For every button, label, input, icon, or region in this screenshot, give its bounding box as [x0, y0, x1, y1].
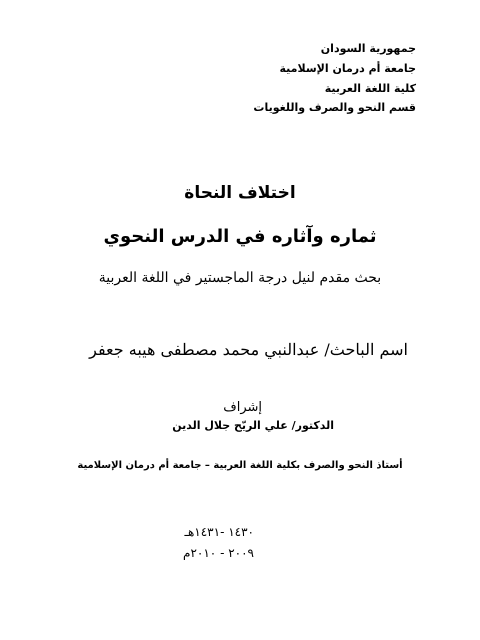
- institution-department: قسم النحو والصرف واللغويات: [253, 101, 416, 114]
- degree-statement: بحث مقدم لنيل درجة الماجستير في اللغة العربية: [98, 270, 382, 286]
- institution-country: جمهورية السودان: [320, 42, 416, 55]
- supervision-label: إشراف: [223, 400, 262, 415]
- thesis-title: اختلاف النحاة: [184, 183, 296, 203]
- institution-university: جامعة أم درمان الإسلامية: [279, 62, 416, 75]
- researcher-name: اسم الباحث/ عبدالنبي محمد مصطفى هيبه جعفر: [89, 340, 408, 359]
- institution-college: كلية اللغة العربية: [324, 82, 416, 95]
- thesis-subtitle: ثماره وآثاره في الدرس النحوي: [103, 226, 377, 247]
- supervisor-position: أستاذ النحو والصرف بكلية اللغة العربية – جامعة أم درمان الإسلامية: [77, 460, 403, 471]
- supervisor-name: الدكتور/ علي الريّح جلال الدين: [172, 419, 334, 432]
- hijri-date: ١٤٣٠ -١٤٣١هـ: [184, 525, 254, 539]
- gregorian-date: ٢٠٠٩ - ٢٠١٠م: [183, 546, 254, 560]
